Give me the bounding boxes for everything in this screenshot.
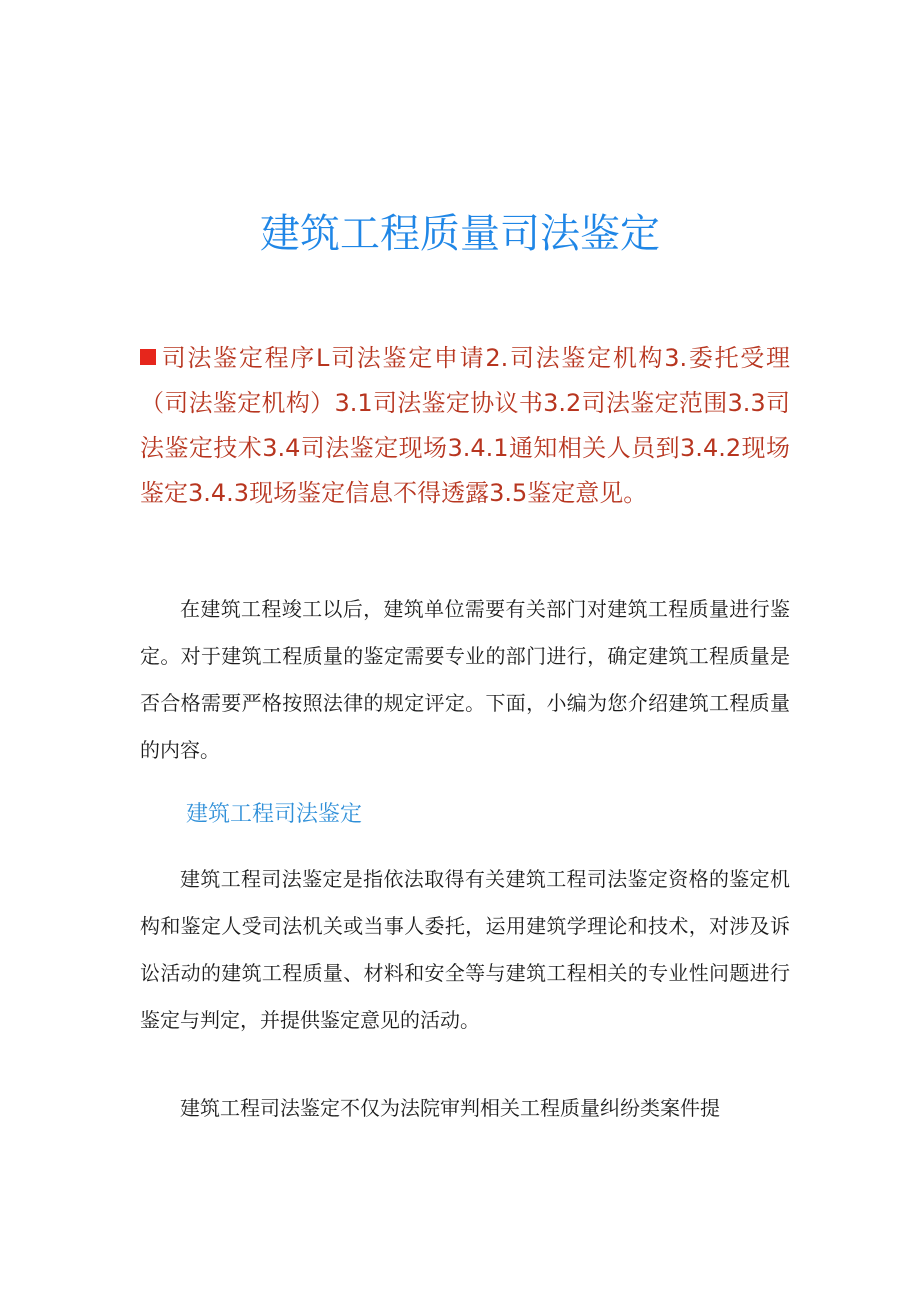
continuation-paragraph: 建筑工程司法鉴定不仅为法院审判相关工程质量纠纷类案件提 — [180, 1096, 720, 1120]
toc-text: 司法鉴定程序L司法鉴定申请2.司法鉴定机构3.委托受理（司法鉴定机构）3.1司法鉴定协议书3.2司法鉴定范围3.3司法鉴定技术3.4司法鉴定现场3.4.1通知相关人员到3.4.2现场鉴定3.4.3现场鉴定信息不得透露3.5鉴定意见。 — [140, 344, 790, 507]
toc-summary — [140, 336, 790, 516]
document-title: 建筑工程质量司法鉴定 — [260, 211, 660, 257]
square-bullet-icon — [140, 349, 156, 365]
intro-paragraph: 在建筑工程竣工以后，建筑单位需要有关部门对建筑工程质量进行鉴定。对于建筑工程质量的鉴定需要专业的部门进行，确定建筑工程质量是否合格需要严格按照法律的规定评定。下面，小编为您介绍建筑工程质量的内容。 — [140, 597, 790, 762]
section-heading: 建筑工程司法鉴定 — [186, 802, 363, 827]
definition-paragraph: 建筑工程司法鉴定是指依法取得有关建筑工程司法鉴定资格的鉴定机构和鉴定人受司法机关或当事人委托，运用建筑学理论和技术，对涉及诉讼活动的建筑工程质量、材料和安全等与建筑工程相关的专业性问题进行鉴定与判定，并提供鉴定意见的活动。 — [140, 867, 790, 1032]
